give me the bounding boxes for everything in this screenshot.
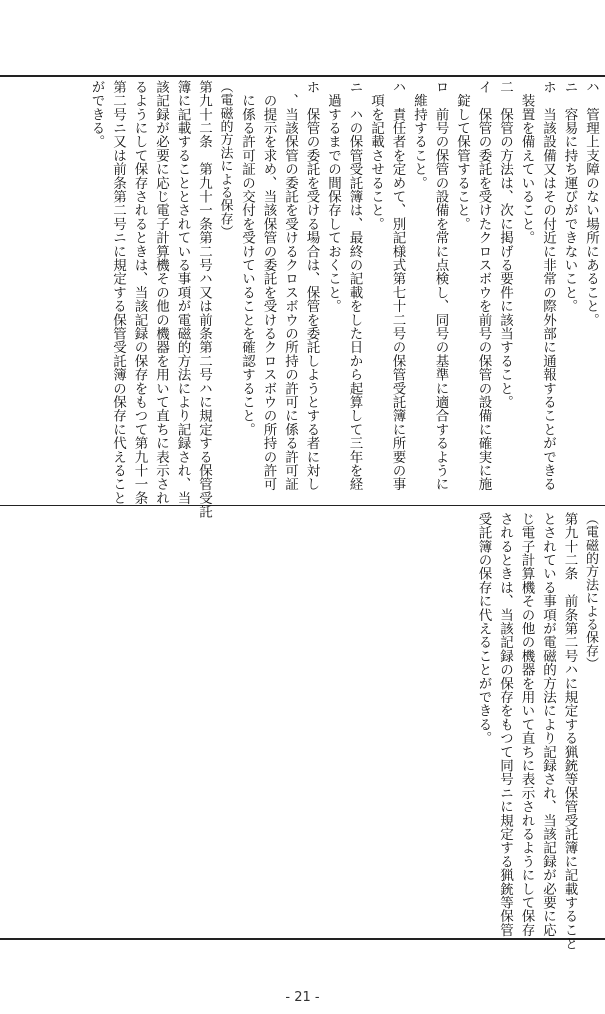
text-line: るようにして保存されるときは、当該記録の保存をもつて第九十一条 — [131, 80, 148, 505]
text-line: ホ 保管の委託を受ける場合は、保管を委託しようとする者に対し — [303, 80, 320, 491]
text-line: 第九十二条 前条第二号ハに規定する猟銃等保管受託簿に記載すること — [561, 512, 578, 951]
text-line: 維持すること。 — [411, 80, 427, 190]
text-line: ハ 管理上支障のない場所にあること。 — [583, 80, 599, 327]
top-rule — [0, 75, 605, 77]
lower-section — [4, 512, 601, 951]
text-line: の提示を求め、当該保管の委託を受けるクロスボウの所持の許可 — [260, 80, 277, 491]
text-line: 第九十二条 第九十一条第二号ハ又は前条第二号ハに規定する保管受託 — [196, 80, 212, 519]
section-divider — [0, 505, 605, 506]
text-line: 錠して保管すること。 — [454, 80, 470, 231]
text-line: イ 保管の委託を受けたクロスボウを前号の保管の設備に確実に施 — [475, 80, 492, 491]
text-line: ロ 前号の保管の設備を常に点検し、同号の基準に適合するように — [432, 80, 449, 491]
text-line: 装置を備えていること。 — [518, 80, 535, 245]
section-heading: （電磁的方法による保存） — [583, 512, 598, 671]
text-line: ホ 当該設備又はその付近に非常の際外部に通報することができる — [540, 80, 556, 491]
text-line: 該記録が必要に応じ電子計算機その他の機器を用いて直ちに表示され — [153, 80, 169, 505]
text-line: されるときは、当該記録の保存をもつて同号ニに規定する猟銃等保管 — [497, 512, 513, 937]
upper-section — [4, 80, 601, 519]
text-line: 、当該保管の委託を受けるクロスボウの所持の許可に係る許可証 — [282, 80, 298, 491]
text-line: 項を記載させること。 — [368, 80, 384, 231]
text-line: に係る許可証の交付を受けていることを確認すること。 — [239, 80, 255, 437]
text-line: 簿に記載することとされている事項が電磁的方法により記録され、当 — [174, 80, 191, 505]
text-line: ニ 容易に持ち運びができないこと。 — [561, 80, 578, 313]
text-line: ができる。 — [88, 80, 105, 149]
text-line: ハ 責任者を定めて、別記様式第七十二号の保管受託簿に所要の事 — [389, 80, 406, 491]
text-line: ニ ハの保管受託簿は、最終の記載をした日から起算して三年を経 — [346, 80, 363, 491]
text-line: とされている事項が電磁的方法により記録され、当該記録が必要に応 — [540, 512, 556, 937]
text-line: じ電子計算機その他の機器を用いて直ちに表示されるようにして保存 — [518, 512, 535, 937]
page-number: - 21 - — [285, 990, 320, 1005]
section-heading: （電磁的方法による保存） — [217, 80, 233, 239]
text-line: 受託簿の保存に代えることができる。 — [475, 512, 492, 745]
text-line: 過するまでの間保存しておくこと。 — [325, 80, 341, 313]
text-line: 第二号ニ又は前条第二号ニに規定する保管受託簿の保存に代えること — [110, 80, 126, 505]
text-line: 二 保管の方法は、次に掲げる要件に該当すること。 — [497, 80, 513, 409]
bottom-rule — [0, 938, 605, 940]
